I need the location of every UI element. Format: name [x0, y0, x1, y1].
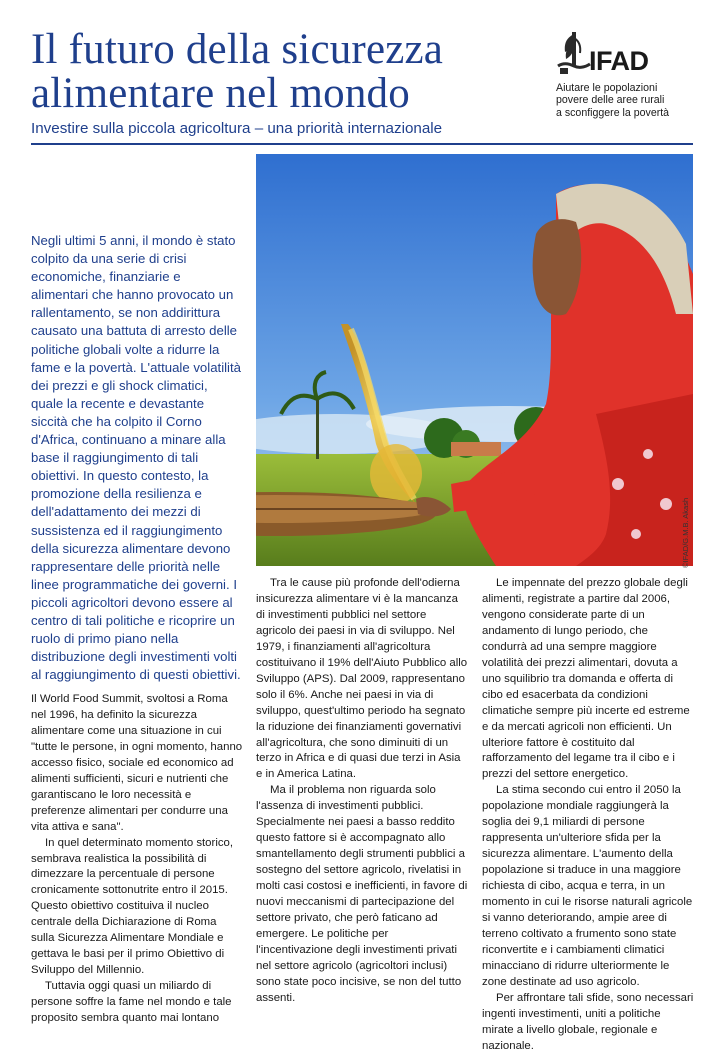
tagline-line: a sconfiggere la povertà	[556, 106, 670, 119]
ifad-logo	[556, 26, 696, 119]
paragraph: Tuttavia oggi quasi un miliardo di persone soffre la fame nel mondo e tale proposito sembra quanto mai lontano	[31, 980, 232, 1025]
title-line-2: alimentare nel mondo	[31, 70, 410, 117]
paragraph: La stima secondo cui entro il 2050 la popolazione mondiale raggiungerà la soglia dei 9,1 miliardi di persone rappresenta un'ulteriore sfida per la sicurezza alimentare. L'aumento della popolazione si traduce in una maggiore richiesta di cibo, acqua e terra, in un momento in cui le risorse naturali agricole si vanno deteriorando, ampie aree di terreno coltivato a frumento sono state riconvertite e i cambiamenti climatici minacciano di ridurre ulteriormente le zone destinate ad uso agricolo.	[482, 784, 693, 988]
paragraph: Le impennate del prezzo globale degli alimenti, registrate a partire dal 2006, vengono considerate parte di un andamento di lungo periodo, che condurrà ad una sempre maggiore volatilità dei prezzi alimentari, dovuta a uno squilibrio tra domanda e offerta di cibo ed esacerbata da condizioni climatiche sempre più incerte ed estreme e da mercati agricoli non efficienti. Un ulteriore fattore è costituito dal rafforzamento del legame tra il cibo e i prezzi del settore energetico.	[482, 577, 690, 781]
tagline-line: povere delle aree rurali	[556, 94, 665, 107]
paragraph: Per affrontare tali sfide, sono necessari ingenti investimenti, uniti a politiche mirate a livello globale, regionale e nazionale.	[482, 991, 694, 1052]
title-line-1: Il futuro della sicurezza	[31, 26, 444, 73]
ifad-tagline	[556, 82, 706, 119]
farmer-photo	[256, 154, 693, 566]
body-column-3	[482, 576, 694, 1055]
paragraph: In quel determinato momento storico, sembrava realistica la possibilità di dimezzare la percentuale di persone cronicamente sottonutrite entro il 2015. Questo obiettivo costituiva il nucleo centrale della Dichiarazione di Roma sulla Sicurezza Alimentare Mondiale e gettava le basi per il primo Obiettivo di Sviluppo del Millennio.	[31, 836, 234, 977]
paragraph: Il World Food Summit, svoltosi a Roma nel 1996, ha definito la sicurezza alimentare come una situazione in cui "tutte le persone, in ogni momento, hanno accesso fisico, sociale ed economico ad alimenti sufficienti, sicuri e nutrienti che garantiscano le loro necessità e preferenze alimentari per condurre una vita attiva e sana".	[31, 693, 243, 833]
body-column-1	[31, 692, 243, 1027]
paragraph: Ma il problema non riguarda solo l'assenza di investimenti pubblici. Specialmente nei paesi a basso reddito questo fattore si è accompagnato allo smantellamento degli strumenti pubblici a sostegno del settore agricolo, rivelatisi in molti casi costosi e inefficienti, in favore di nuovi meccanismi di partecipazione del settore privato, che però faticano ad emergere. Le politiche per l'incentivazione degli investimenti privati nel settore agricolo (agricoltori inclusi) sono state poco incisive, se non del tutto assenti.	[256, 784, 468, 1004]
page-subtitle: Investire sulla piccola agricoltura – una priorità internazionale	[31, 120, 443, 137]
paragraph: Tra le cause più profonde dell'odierna insicurezza alimentare vi è la mancanza di investimenti pubblici nel settore agricolo dei paesi in via di sviluppo. Nel 1979, i finanziamenti all'agricoltura costituivano il 19% dell'Aiuto Pubblico allo Sviluppo (APS). Dal 2009, rappresentano solo il 6%. Anche nei paesi in via di sviluppo, quest'ultimo periodo ha segnato la riduzione dei finanziamenti governativi all'agricoltura, che sono diminuiti di un terzo in Africa e di quasi due terzi in Asia e in America Latina.	[256, 577, 468, 781]
ifad-wordmark: IFAD	[589, 46, 649, 76]
body-column-2	[256, 576, 468, 1007]
photo-credit: ©IFAD/G.M.B. Akash	[681, 497, 690, 568]
intro-paragraph: Negli ultimi 5 anni, il mondo è stato colpito da una serie di crisi economiche, finanziarie e alimentari che hanno provocato un rallentamento, se non addirittura causato una battuta di arresto delle politiche globali volte a ridurre la fame e la povertà. L'attuale volatilità dei prezzi e gli shock climatici, quale la recente e devastante siccità che ha colpito il Corno d'Africa, continuano a minare alla base il raggiungimento di tali obiettivi. In questo contesto, la promozione della resilienza e dell'adattamento dei mezzi di sussistenza ed il raggiungimento della sicurezza alimentare devono rappresentare delle priorità nelle linee programmatiche dei governi. I piccoli agricoltori devono essere al centro di tali politiche e ricoprire un ruolo di primo piano nella distribuzione degli investimenti volti al raggiungimento di questi obiettivi.	[31, 233, 241, 683]
header-divider	[31, 143, 693, 145]
farmer-winnowing-rice-image	[256, 154, 693, 566]
tagline-line: Aiutare le popolazioni	[556, 82, 658, 94]
page-title	[31, 28, 531, 116]
